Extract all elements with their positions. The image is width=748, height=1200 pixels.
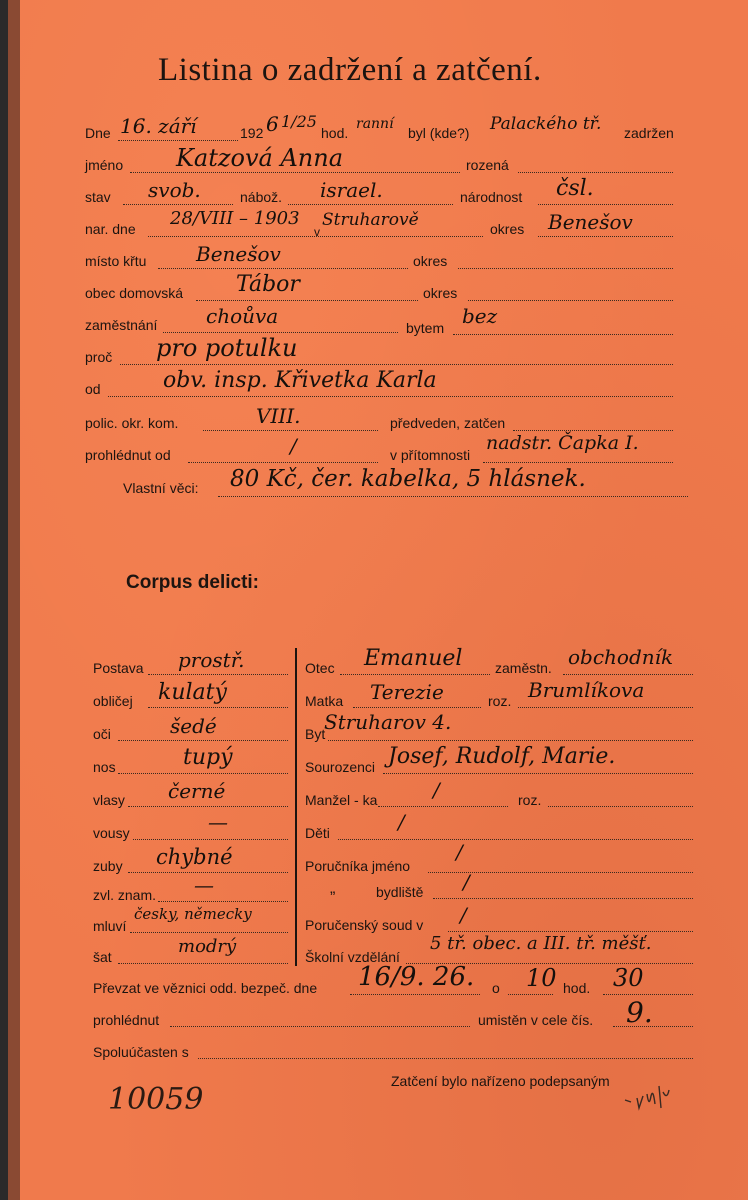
vousy-value: —: [208, 810, 228, 834]
narozeni-date: 28/VIII – 1903: [170, 208, 300, 229]
spolucasten-label: Spoluúčasten s: [93, 1044, 189, 1060]
oblicej-label: obličej: [93, 693, 133, 709]
zvl-znam-label: zvl. znam.: [93, 887, 157, 903]
zamestnani-label: zaměstnání: [85, 317, 158, 333]
proc-value: pro potulku: [156, 334, 298, 362]
document-title: Listina o zadržení a zatčení.: [158, 52, 542, 88]
dne-label: Dne: [85, 125, 111, 141]
bydliste-value: /: [463, 870, 470, 894]
matka-roz-label: roz.: [488, 693, 512, 709]
record-number: 10059: [108, 1082, 204, 1117]
matka-value: Terezie: [370, 680, 444, 704]
otec-zamestn-label: zaměstn.: [495, 660, 552, 676]
postava-value: prostř.: [178, 648, 245, 672]
narodnost-value: čsl.: [556, 176, 594, 201]
zadrzen-label: zadržen: [624, 125, 674, 141]
umisten-label: umistěn v cele čís.: [478, 1012, 594, 1028]
manzel-roz-label: roz.: [518, 792, 542, 808]
deti-value: /: [398, 810, 405, 834]
soud-label: Poručenský soud v: [305, 917, 424, 933]
sourozenci-label: Sourozenci: [305, 759, 376, 775]
soud-value: /: [460, 903, 467, 927]
veci-value: 80 Kč, čer. kabelka, 5 hlásnek.: [230, 466, 586, 492]
oci-label: oči: [93, 726, 111, 742]
oci-value: šedé: [170, 714, 217, 738]
year-digit: 6: [266, 112, 279, 136]
prevzat-date: 16/9. 26.: [358, 962, 475, 992]
vlasy-value: černé: [168, 779, 226, 803]
time-value: 1/25: [281, 112, 317, 131]
narodnost-label: národnost: [460, 189, 523, 205]
od-value: obv. insp. Křivetka Karla: [163, 368, 437, 393]
vousy-label: vousy: [93, 825, 130, 841]
misto-krtu-label: místo křtu: [85, 253, 147, 269]
obec-okres-label: okres: [423, 285, 458, 301]
prevzat-hour: 10: [526, 964, 557, 992]
deti-label: Děti: [305, 825, 330, 841]
prevzat-o-label: o: [492, 980, 500, 996]
postava-label: Postava: [93, 660, 144, 676]
zamestnani-value: choůva: [206, 304, 279, 328]
hod-label: hod.: [321, 125, 349, 141]
bydliste-label: bydliště: [376, 884, 424, 900]
manzel-label: Manžel - ka: [305, 792, 378, 808]
vzdelani-label: Školní vzdělání: [305, 949, 400, 965]
byt-value: Struharov 4.: [324, 710, 452, 734]
year-prefix: 192: [240, 125, 264, 141]
vlasy-label: vlasy: [93, 792, 125, 808]
naboz-label: nábož.: [240, 189, 283, 205]
vzdelani-value: 5 tř. obec. a III. tř. měšť.: [430, 933, 652, 954]
corpus-heading: Corpus delicti:: [126, 572, 260, 593]
polic-label: polic. okr. kom.: [85, 415, 179, 431]
prevzat-label: Převzat ve věznici odd. bezpeč. dne: [93, 980, 318, 996]
footer-text: Zatčení bylo nařízeno podepsaným: [391, 1073, 610, 1089]
manzel-value: /: [433, 778, 440, 802]
misto-krtu-okres-label: okres: [413, 253, 448, 269]
misto-krtu-value: Benešov: [196, 242, 281, 266]
otec-zamestn-value: obchodník: [568, 645, 674, 669]
byt-label: Byt: [305, 726, 326, 742]
signature: [623, 1078, 683, 1118]
jmeno-value: Katzová Anna: [176, 144, 344, 172]
paper-edge: [8, 0, 20, 1200]
obec-value: Tábor: [236, 272, 300, 297]
place-value: Palackého tř.: [490, 114, 602, 134]
stav-label: stav: [85, 189, 111, 205]
sourozenci-value: Josef, Rudolf, Marie.: [388, 744, 616, 769]
zuby-label: zuby: [93, 858, 123, 874]
polic-value: VIII.: [256, 404, 301, 428]
prohlednut-od-value: /: [290, 434, 297, 458]
narozeni-okres-label: okres: [490, 221, 525, 237]
zvl-znam-value: —: [194, 873, 214, 897]
porucnik-label: Poručníka jméno: [305, 858, 411, 874]
bytem-value: bez: [462, 304, 498, 328]
narozeni-label: nar. dne: [85, 221, 136, 237]
rozena-label: rozená: [466, 157, 509, 173]
mluvi-label: mluví: [93, 918, 127, 934]
bytem-label: bytem: [406, 320, 445, 336]
proc-label: proč: [85, 349, 113, 365]
od-label: od: [85, 381, 101, 397]
matka-roz-value: Brumlíkova: [528, 678, 645, 702]
otec-value: Emanuel: [364, 646, 463, 671]
predveden-label: předveden, zatčen: [390, 415, 506, 431]
otec-label: Otec: [305, 660, 335, 676]
pritomnost-value: nadstr. Čapka I.: [486, 432, 639, 454]
prohlednut-od-label: prohlédnut od: [85, 447, 171, 463]
dne-day: 16. září: [120, 114, 197, 138]
sat-label: šat: [93, 949, 112, 965]
sat-value: modrý: [178, 936, 237, 957]
bydliste-quote: „: [330, 880, 336, 897]
prevzat-minute: 30: [613, 964, 644, 992]
veci-label: Vlastní věci:: [123, 480, 199, 496]
nos-label: nos: [93, 759, 116, 775]
naboz-value: israel.: [320, 178, 383, 202]
hod-value: ranní: [356, 116, 394, 132]
column-divider: [295, 648, 297, 966]
place-label: byl (kde?): [408, 125, 470, 141]
nos-value: tupý: [183, 745, 233, 770]
narozeni-okres-value: Benešov: [548, 210, 633, 234]
narozeni-place: Struharově: [322, 210, 419, 230]
stav-value: svob.: [148, 178, 201, 202]
zuby-value: chybné: [156, 845, 233, 869]
mluvi-value: česky, německy: [134, 905, 252, 923]
jmeno-label: jméno: [85, 157, 124, 173]
oblicej-value: kulatý: [158, 680, 227, 705]
narozeni-v-label: v: [314, 225, 320, 239]
cell-number: 9.: [626, 996, 653, 1029]
matka-label: Matka: [305, 693, 344, 709]
pritomnost-label: v přítomnosti: [390, 447, 471, 463]
prevzat-hod-label: hod.: [563, 980, 591, 996]
porucnik-value: /: [456, 840, 463, 864]
prohlednut-label: prohlédnut: [93, 1012, 160, 1028]
obec-label: obec domovská: [85, 285, 184, 301]
arrest-record-sheet: [8, 0, 748, 1200]
